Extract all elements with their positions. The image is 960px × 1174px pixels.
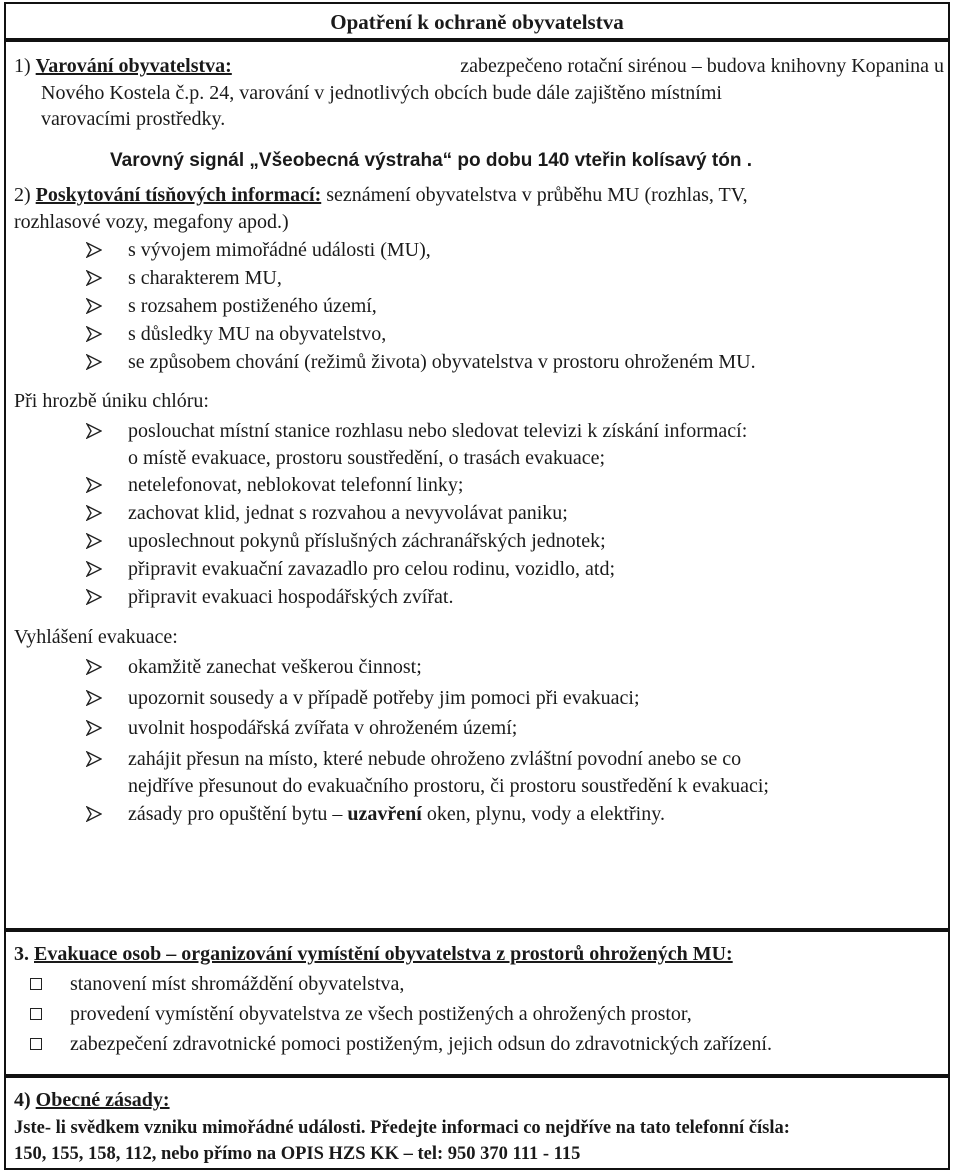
list-item: s důsledky MU na obyvatelstvo, [128,323,387,345]
section1-line1 [14,54,944,78]
section4-number: 4) [14,1089,31,1111]
section2-number: 2) [14,184,31,206]
section1-heading: Varování obyvatelstva: [35,55,232,77]
list-item: zachovat klid, jednat s rozvahou a nevyvolávat paniku; [128,502,568,524]
section2-line2: rozhlasové vozy, megafony apod.) [14,211,289,233]
checkbox-bullet-icon [30,1008,42,1020]
arrow-bullet-icon [86,690,102,706]
section4-heading: Obecné zásady: [35,1089,170,1111]
list-item: netelefonovat, neblokovat telefonní linky; [128,474,464,496]
list-item: okamžitě zanechat veškerou činnost; [128,656,422,678]
list-item: s charakterem MU, [128,267,282,289]
section3-number: 3. [14,943,29,965]
arrow-bullet-icon [86,298,102,314]
list-item-continuation: o místě evakuace, prostoru soustředění, o trasách evakuace; [128,447,606,469]
arrow-bullet-icon [86,659,102,675]
list-item: zahájit přesun na místo, které nebude ohroženo zvláštní povodní anebo se co [128,748,742,770]
list-item: připravit evakuaci hospodářských zvířat. [128,586,454,608]
arrow-bullet-icon [86,354,102,370]
section4-line1: Jste- li svědkem vzniku mimořádné události. Předejte informaci co nejdříve na tato telefonní čísla: [14,1118,790,1138]
arrow-bullet-icon [86,589,102,605]
arrow-bullet-icon [86,806,102,822]
section1-line3: varovacími prostředky. [41,108,226,130]
list-item: poslouchat místní stanice rozhlasu nebo sledovat televizi k získání informací: [128,420,748,442]
arrow-bullet-icon [86,561,102,577]
checkbox-bullet-icon [30,1038,42,1050]
section1-line2: Nového Kostela č.p. 24, varování v jednotlivých obcích bude dále zajištěno místními [41,82,722,104]
list-item: zabezpečení zdravotnické pomoci postiženým, jejich odsun do zdravotnických zařízení. [70,1033,772,1055]
checkbox-bullet-icon [30,978,42,990]
arrow-bullet-icon [86,423,102,439]
list-item: s vývojem mimořádné události (MU), [128,239,431,261]
section1-number: 1) [14,55,31,77]
section4-heading-line [14,1088,170,1112]
item-text-pre: zásady pro opuštění bytu – [128,803,343,825]
page-title: Opatření k ochraně obyvatelstva [330,10,624,34]
section2-heading: Poskytování tísňových informací: [35,184,322,206]
section4-line2: 150, 155, 158, 112, nebo přímo na OPIS HZS KK – tel: 950 370 111 - 115 [14,1144,581,1164]
list-item-continuation: nejdříve přesunout do evakuačního prostoru, či prostoru soustředění k evakuaci; [128,775,769,797]
arrow-bullet-icon [86,477,102,493]
list-item: stanovení míst shromáždění obyvatelstva, [70,973,405,995]
arrow-bullet-icon [86,326,102,342]
section3-heading-line [14,942,733,966]
section1-line1-rest: zabezpečeno rotační sirénou – budova knihovny Kopanina u [460,55,944,77]
arrow-bullet-icon [86,751,102,767]
list-item: uvolnit hospodářská zvířata v ohroženém území; [128,717,518,739]
list-item: upozornit sousedy a v případě potřeby jim pomoci při evakuaci; [128,687,640,709]
section2-line1-rest: seznámení obyvatelstva v průběhu MU (rozhlas, TV, [326,184,748,206]
evac-heading: Vyhlášení evakuace: [14,626,178,648]
item-text-bold: uzavření [347,803,422,825]
section3-heading: Evakuace osob – organizování vymístění obyvatelstva z prostorů ohrožených MU: [34,943,733,965]
arrow-bullet-icon [86,270,102,286]
item-text-post: oken, plynu, vody a elektřiny. [426,803,665,825]
main-box [4,40,950,930]
list-item: provedení vymístění obyvatelstva ze všech postižených a ohrožených prostor, [70,1003,692,1025]
section2-line1 [14,183,944,207]
arrow-bullet-icon [86,720,102,736]
arrow-bullet-icon [86,242,102,258]
arrow-bullet-icon [86,533,102,549]
warning-signal: Varovný signál „Všeobecná výstraha“ po dobu 140 vteřin kolísavý tón . [110,150,753,171]
list-item: připravit evakuační zavazadlo pro celou rodinu, vozidlo, atd; [128,558,616,580]
list-item: uposlechnout pokynů příslušných záchranářských jednotek; [128,530,606,552]
list-item: s rozsahem postiženého území, [128,295,377,317]
title-box [4,2,950,40]
chlor-heading: Při hrozbě úniku chlóru: [14,390,209,412]
arrow-bullet-icon [86,505,102,521]
list-item: se způsobem chování (režimů života) obyvatelstva v prostoru ohroženém MU. [128,351,756,373]
section3-box [4,930,950,1076]
list-item [128,802,665,826]
section4-box [4,1076,950,1170]
